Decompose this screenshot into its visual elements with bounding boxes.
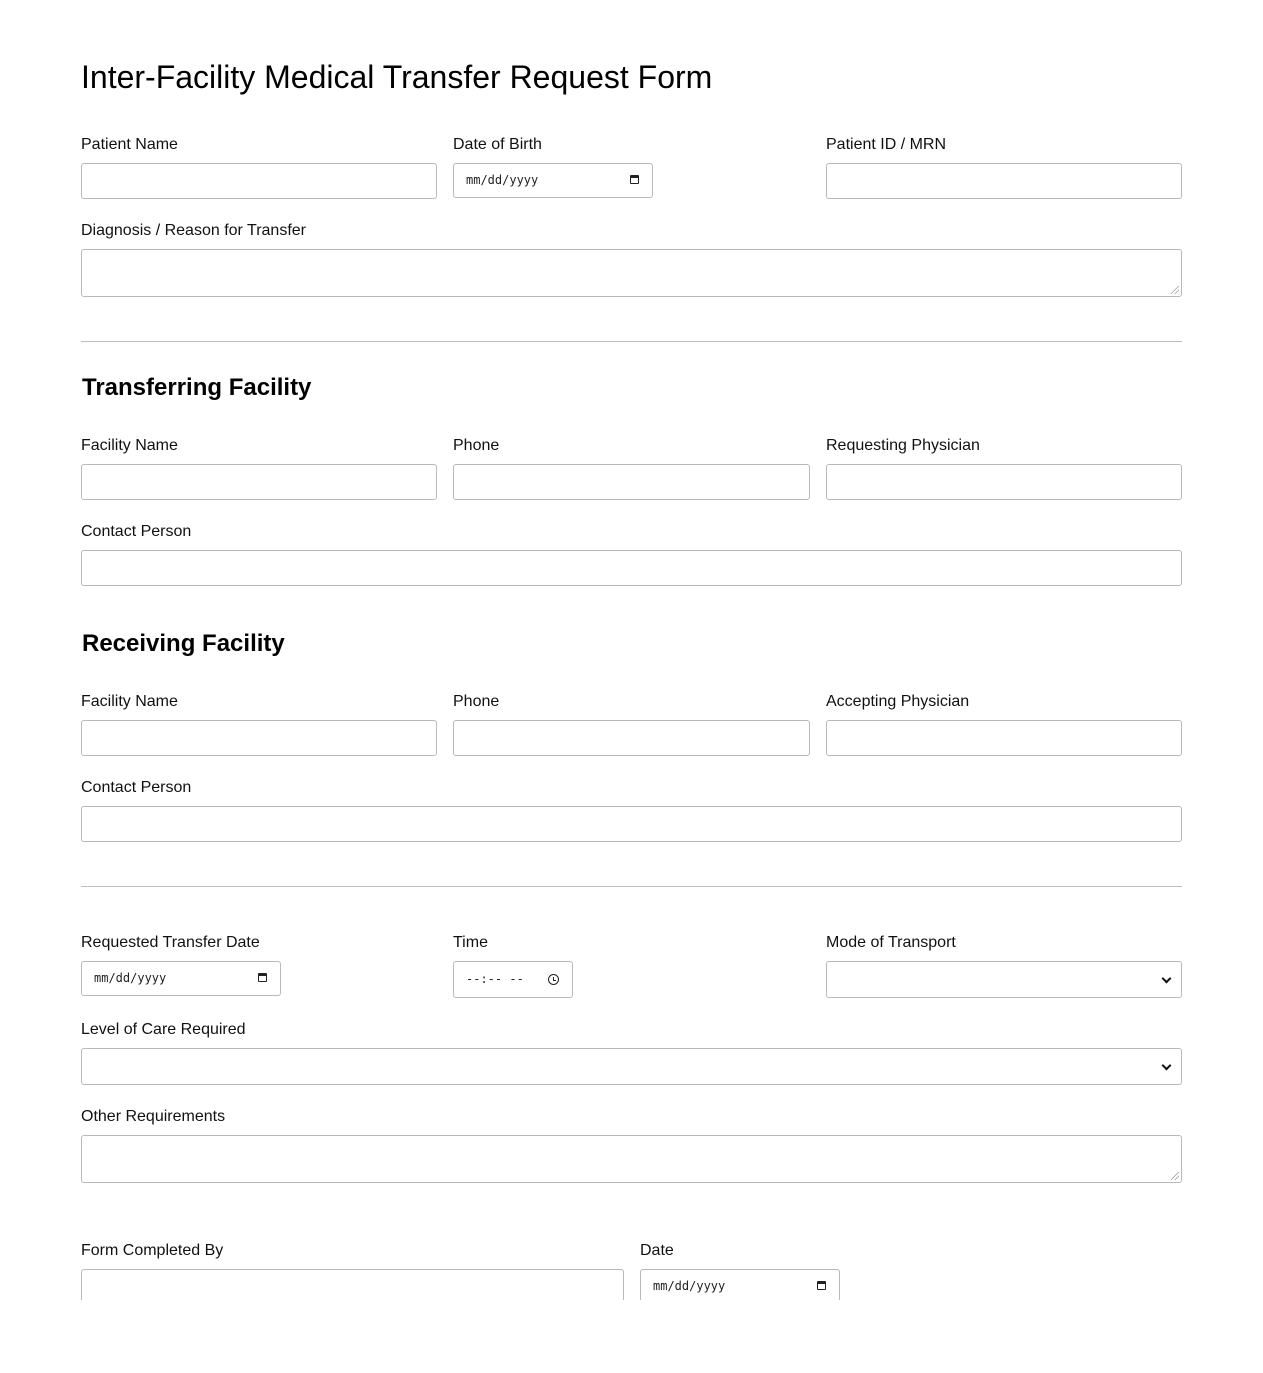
patient-id-input[interactable]: [826, 163, 1182, 199]
care-level-label: Level of Care Required: [81, 1021, 246, 1038]
other-requirements-label: Other Requirements: [81, 1108, 226, 1125]
receiving-contact-label: Contact Person: [81, 779, 192, 796]
chevron-down-icon: [1162, 974, 1172, 984]
transferring-facility-heading: Transferring Facility: [82, 374, 312, 401]
transfer-time-placeholder: --:-- --: [466, 972, 524, 986]
transport-mode-label: Mode of Transport: [826, 934, 956, 951]
calendar-icon[interactable]: [817, 1281, 826, 1290]
receiving-phone-label: Phone: [453, 693, 500, 710]
section-divider: [81, 341, 1182, 342]
diagnosis-textarea[interactable]: [81, 249, 1182, 297]
requesting-physician-input[interactable]: [826, 464, 1182, 500]
care-level-select[interactable]: [81, 1048, 1182, 1085]
transferring-facility-name-input[interactable]: [81, 464, 437, 500]
completion-date-input[interactable]: [640, 1269, 840, 1300]
receiving-facility-name-input[interactable]: [81, 720, 437, 756]
diagnosis-label: Diagnosis / Reason for Transfer: [81, 222, 306, 239]
other-requirements-textarea[interactable]: [81, 1135, 1182, 1183]
dob-placeholder: mm/dd/yyyy: [466, 173, 539, 187]
completion-date-placeholder: mm/dd/yyyy: [653, 1279, 726, 1293]
requesting-physician-label: Requesting Physician: [826, 437, 980, 454]
calendar-icon[interactable]: [258, 973, 267, 982]
transferring-facility-name-label: Facility Name: [81, 437, 178, 454]
section-divider: [81, 886, 1182, 887]
accepting-physician-input[interactable]: [826, 720, 1182, 756]
calendar-icon[interactable]: [630, 175, 639, 184]
dob-input[interactable]: [453, 163, 653, 198]
accepting-physician-label: Accepting Physician: [826, 693, 970, 710]
completed-by-input[interactable]: [81, 1269, 624, 1300]
receiving-phone-input[interactable]: [453, 720, 810, 756]
patient-name-label: Patient Name: [81, 136, 178, 153]
resize-handle-icon[interactable]: [1171, 286, 1179, 294]
transferring-phone-label: Phone: [453, 437, 500, 454]
transfer-time-label: Time: [453, 934, 488, 951]
resize-handle-icon[interactable]: [1171, 1172, 1179, 1180]
completed-by-label: Form Completed By: [81, 1242, 224, 1259]
receiving-facility-heading: Receiving Facility: [82, 630, 285, 657]
chevron-down-icon: [1162, 1061, 1172, 1071]
page-title: Inter-Facility Medical Transfer Request Form: [81, 59, 713, 95]
transfer-time-input[interactable]: [453, 961, 573, 998]
receiving-facility-name-label: Facility Name: [81, 693, 178, 710]
transport-mode-select[interactable]: [826, 961, 1182, 998]
transfer-date-label: Requested Transfer Date: [81, 934, 260, 951]
completion-date-label: Date: [640, 1242, 674, 1259]
transfer-date-input[interactable]: [81, 961, 281, 996]
transferring-phone-input[interactable]: [453, 464, 810, 500]
patient-id-label: Patient ID / MRN: [826, 136, 947, 153]
receiving-contact-input[interactable]: [81, 806, 1182, 842]
dob-label: Date of Birth: [453, 136, 542, 153]
clock-icon[interactable]: [548, 974, 559, 985]
transferring-contact-label: Contact Person: [81, 523, 192, 540]
patient-name-input[interactable]: [81, 163, 437, 199]
transfer-date-placeholder: mm/dd/yyyy: [94, 971, 167, 985]
transferring-contact-input[interactable]: [81, 550, 1182, 586]
